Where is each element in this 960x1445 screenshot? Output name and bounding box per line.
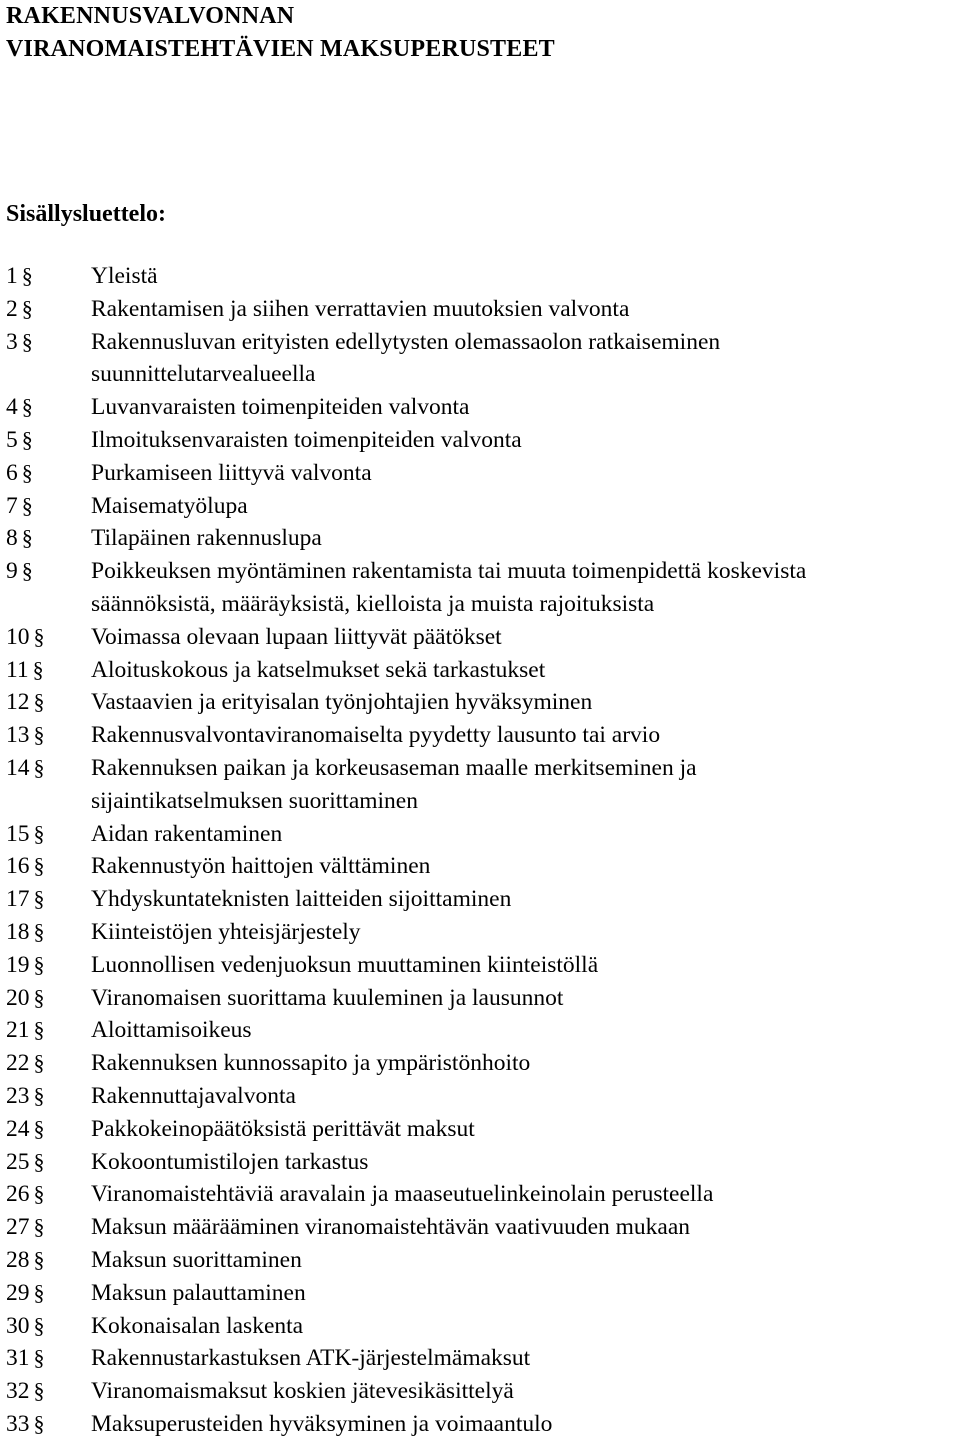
section-number: 30 bbox=[6, 1312, 30, 1339]
toc-item-number bbox=[6, 457, 33, 490]
toc-item bbox=[6, 293, 960, 326]
toc-item bbox=[6, 1375, 960, 1408]
toc-item-label: Yleistä bbox=[91, 263, 158, 289]
toc-item-label: Yhdyskuntateknisten laitteiden sijoittaminen bbox=[91, 886, 512, 913]
section-number: 17 bbox=[6, 886, 30, 913]
toc-item bbox=[6, 1310, 960, 1343]
toc-item bbox=[6, 1211, 960, 1244]
section-sign-icon: § bbox=[21, 295, 33, 321]
section-sign-icon: § bbox=[33, 951, 45, 977]
section-number: 16 bbox=[6, 853, 30, 880]
section-number: 18 bbox=[6, 918, 30, 945]
toc-item-label: Kokoontumistilojen tarkastus bbox=[91, 1148, 369, 1175]
toc-item-label: suunnittelutarvealueella bbox=[91, 361, 316, 388]
toc-item-label: Maksun määrääminen viranomaistehtävän vaativuuden mukaan bbox=[91, 1214, 691, 1241]
toc-item bbox=[6, 1146, 960, 1179]
section-sign-icon: § bbox=[33, 722, 45, 748]
section-sign-icon: § bbox=[33, 1148, 45, 1174]
toc-item-number bbox=[6, 293, 33, 326]
section-number: 23 bbox=[6, 1082, 30, 1109]
toc-heading: Sisällysluettelo: bbox=[6, 201, 166, 227]
section-sign-icon: § bbox=[33, 1214, 45, 1240]
section-sign-icon: § bbox=[21, 394, 33, 420]
toc-item-label: Poikkeuksen myöntäminen rakentamista tai muuta toimenpidettä koskevista bbox=[91, 558, 807, 585]
section-sign-icon: § bbox=[33, 1345, 45, 1371]
toc-item bbox=[6, 982, 960, 1015]
section-sign-icon: § bbox=[33, 1082, 45, 1108]
section-sign-icon: § bbox=[33, 918, 45, 944]
toc-item-number bbox=[6, 326, 33, 359]
section-sign-icon: § bbox=[33, 1378, 45, 1404]
section-number: 13 bbox=[6, 722, 30, 749]
toc-item-number bbox=[6, 1342, 45, 1375]
section-number: 5 bbox=[6, 426, 18, 453]
section-number: 32 bbox=[6, 1378, 30, 1405]
section-number: 9 bbox=[6, 558, 18, 585]
toc-item-label: Rakennusvalvontaviranomaiselta pyydetty lausunto tai arvio bbox=[91, 722, 661, 749]
section-number: 29 bbox=[6, 1279, 30, 1306]
toc-item-number bbox=[6, 1375, 45, 1408]
toc-item bbox=[6, 1178, 960, 1211]
section-sign-icon: § bbox=[33, 1115, 45, 1141]
toc-item-label: Rakennuttajavalvonta bbox=[91, 1082, 296, 1109]
toc-item bbox=[6, 1014, 960, 1047]
toc-item bbox=[6, 654, 960, 687]
section-sign-icon: § bbox=[33, 1017, 45, 1043]
toc-item-label: Voimassa olevaan lupaan liittyvät päätökset bbox=[91, 623, 502, 650]
toc-item-label: Viranomaistehtäviä aravalain ja maaseutuelinkeinolain perusteella bbox=[91, 1181, 714, 1208]
toc-item bbox=[6, 490, 960, 523]
section-number: 1 bbox=[6, 263, 18, 289]
toc-item-number bbox=[6, 621, 45, 654]
toc-item bbox=[6, 522, 960, 555]
toc-item-number bbox=[6, 982, 45, 1015]
toc-item-number bbox=[6, 1080, 45, 1113]
section-sign-icon: § bbox=[33, 1410, 45, 1436]
toc-item-number bbox=[6, 719, 45, 752]
section-number: 15 bbox=[6, 820, 30, 847]
toc-item-label: Maksuperusteiden hyväksyminen ja voimaantulo bbox=[91, 1410, 553, 1437]
section-number: 21 bbox=[6, 1017, 30, 1044]
toc-item-number bbox=[6, 1047, 45, 1080]
toc-item-number bbox=[6, 391, 33, 424]
toc-item bbox=[6, 326, 960, 392]
section-number: 3 bbox=[6, 328, 18, 355]
toc-item-label: Rakennuksen kunnossapito ja ympäristönhoito bbox=[91, 1050, 531, 1077]
toc-item-label: Luonnollisen vedenjuoksun muuttaminen kiinteistöllä bbox=[91, 951, 599, 978]
section-number: 31 bbox=[6, 1345, 30, 1372]
toc-item-label: säännöksistä, määräyksistä, kielloista ja muista rajoituksista bbox=[91, 590, 655, 617]
toc-item-number bbox=[6, 1408, 45, 1441]
toc-item-label: Kiinteistöjen yhteisjärjestely bbox=[91, 918, 361, 945]
section-number: 12 bbox=[6, 689, 30, 716]
toc-item bbox=[6, 391, 960, 424]
toc-item-number bbox=[6, 818, 45, 851]
toc-item-label: Rakennustyön haittojen välttäminen bbox=[91, 853, 431, 880]
section-sign-icon: § bbox=[21, 426, 33, 452]
toc-item-label: Maksun suorittaminen bbox=[91, 1246, 302, 1273]
toc-item-number bbox=[6, 850, 45, 883]
section-number: 26 bbox=[6, 1181, 30, 1208]
toc-item-label: Maisematyölupa bbox=[91, 492, 248, 519]
section-sign-icon: § bbox=[21, 558, 33, 584]
toc-item bbox=[6, 818, 960, 851]
toc-item-number bbox=[6, 1146, 45, 1179]
toc-item bbox=[6, 719, 960, 752]
toc-item bbox=[6, 916, 960, 949]
toc-item bbox=[6, 1047, 960, 1080]
section-number: 27 bbox=[6, 1214, 30, 1241]
document-title bbox=[6, 0, 555, 66]
toc-item-label: Rakennustarkastuksen ATK-järjestelmämaksut bbox=[91, 1345, 531, 1372]
section-sign-icon: § bbox=[33, 984, 45, 1010]
section-sign-icon: § bbox=[33, 853, 45, 879]
toc-item-label: Ilmoituksenvaraisten toimenpiteiden valvonta bbox=[91, 426, 522, 453]
toc-item-label: Viranomaismaksut koskien jätevesikäsittelyä bbox=[91, 1378, 514, 1405]
section-number: 19 bbox=[6, 951, 30, 978]
toc-item-number bbox=[6, 1310, 45, 1343]
toc-item-label: Luvanvaraisten toimenpiteiden valvonta bbox=[91, 394, 470, 421]
toc-item-number bbox=[6, 686, 45, 719]
section-number: 24 bbox=[6, 1115, 30, 1142]
toc-item bbox=[6, 260, 960, 293]
toc-item-number bbox=[6, 1178, 45, 1211]
section-sign-icon: § bbox=[21, 328, 33, 354]
toc-item bbox=[6, 752, 960, 818]
toc-item-label: Tilapäinen rakennuslupa bbox=[91, 525, 322, 552]
section-sign-icon: § bbox=[21, 492, 33, 518]
section-sign-icon: § bbox=[33, 689, 45, 715]
section-number: 28 bbox=[6, 1246, 30, 1273]
toc-item bbox=[6, 1277, 960, 1310]
toc-item-label: Aloituskokous ja katselmukset sekä tarkastukset bbox=[91, 656, 546, 683]
section-sign-icon: § bbox=[32, 656, 44, 682]
toc-item-number bbox=[6, 424, 33, 457]
section-number: 33 bbox=[6, 1410, 30, 1437]
toc-item-number bbox=[6, 654, 44, 687]
toc-item-label: sijaintikatselmuksen suorittaminen bbox=[91, 787, 418, 814]
section-sign-icon: § bbox=[33, 1312, 45, 1338]
toc-item-number bbox=[6, 555, 33, 588]
toc-item-label: Aloittamisoikeus bbox=[91, 1017, 252, 1044]
toc-item-number bbox=[6, 490, 33, 523]
section-number: 14 bbox=[6, 754, 30, 781]
toc-item-number bbox=[6, 752, 45, 785]
toc-item-number bbox=[6, 1014, 45, 1047]
toc-item-number bbox=[6, 916, 45, 949]
document-title-line: VIRANOMAISTEHTÄVIEN MAKSUPERUSTEET bbox=[6, 36, 555, 62]
toc-item-label: Aidan rakentaminen bbox=[91, 820, 283, 847]
toc-item-number bbox=[6, 1244, 45, 1277]
toc-item bbox=[6, 1342, 960, 1375]
toc-item-label: Maksun palauttaminen bbox=[91, 1279, 306, 1306]
section-number: 4 bbox=[6, 394, 18, 421]
toc-item bbox=[6, 555, 960, 621]
toc-item-number bbox=[6, 1211, 45, 1244]
section-number: 7 bbox=[6, 492, 18, 519]
toc-item-number bbox=[6, 949, 45, 982]
toc-item bbox=[6, 686, 960, 719]
toc-item bbox=[6, 1080, 960, 1113]
toc-item bbox=[6, 457, 960, 490]
toc-item-label: Rakentamisen ja siihen verrattavien muutoksien valvonta bbox=[91, 295, 630, 322]
section-sign-icon: § bbox=[21, 525, 33, 551]
section-sign-icon: § bbox=[33, 754, 45, 780]
toc-item-label: Pakkokeinopäätöksistä perittävät maksut bbox=[91, 1115, 475, 1142]
toc-item-label: Viranomaisen suorittama kuuleminen ja lausunnot bbox=[91, 984, 564, 1011]
toc-item-number bbox=[6, 260, 33, 293]
section-number: 22 bbox=[6, 1050, 30, 1077]
toc-item bbox=[6, 949, 960, 982]
toc-item-label: Kokonaisalan laskenta bbox=[91, 1312, 304, 1339]
toc-item-number bbox=[6, 883, 45, 916]
section-sign-icon: § bbox=[33, 1246, 45, 1272]
toc-item-number bbox=[6, 1113, 45, 1146]
toc-item bbox=[6, 424, 960, 457]
document-title-line: RAKENNUSVALVONNAN bbox=[6, 3, 295, 29]
section-number: 2 bbox=[6, 295, 18, 322]
section-number: 11 bbox=[6, 656, 29, 683]
section-sign-icon: § bbox=[33, 1181, 45, 1207]
section-sign-icon: § bbox=[21, 263, 33, 288]
toc-item-label: Purkamiseen liittyvä valvonta bbox=[91, 459, 372, 486]
toc-item bbox=[6, 1113, 960, 1146]
section-sign-icon: § bbox=[33, 623, 45, 649]
table-of-contents bbox=[6, 260, 960, 1441]
toc-item-label: Rakennusluvan erityisten edellytysten olemassaolon ratkaiseminen bbox=[91, 328, 721, 355]
toc-item bbox=[6, 1244, 960, 1277]
section-sign-icon: § bbox=[33, 886, 45, 912]
toc-item-label: Rakennuksen paikan ja korkeusaseman maalle merkitseminen ja bbox=[91, 754, 697, 781]
section-sign-icon: § bbox=[33, 820, 45, 846]
section-number: 25 bbox=[6, 1148, 30, 1175]
toc-item-label: Vastaavien ja erityisalan työnjohtajien hyväksyminen bbox=[91, 689, 593, 716]
section-number: 8 bbox=[6, 525, 18, 552]
section-sign-icon: § bbox=[33, 1279, 45, 1305]
toc-item bbox=[6, 850, 960, 883]
section-number: 20 bbox=[6, 984, 30, 1011]
toc-item bbox=[6, 883, 960, 916]
section-sign-icon: § bbox=[33, 1050, 45, 1076]
section-number: 10 bbox=[6, 623, 30, 650]
toc-item bbox=[6, 1408, 960, 1441]
section-number: 6 bbox=[6, 459, 18, 486]
toc-item bbox=[6, 621, 960, 654]
toc-item-number bbox=[6, 1277, 45, 1310]
section-sign-icon: § bbox=[21, 459, 33, 485]
toc-item-number bbox=[6, 522, 33, 555]
